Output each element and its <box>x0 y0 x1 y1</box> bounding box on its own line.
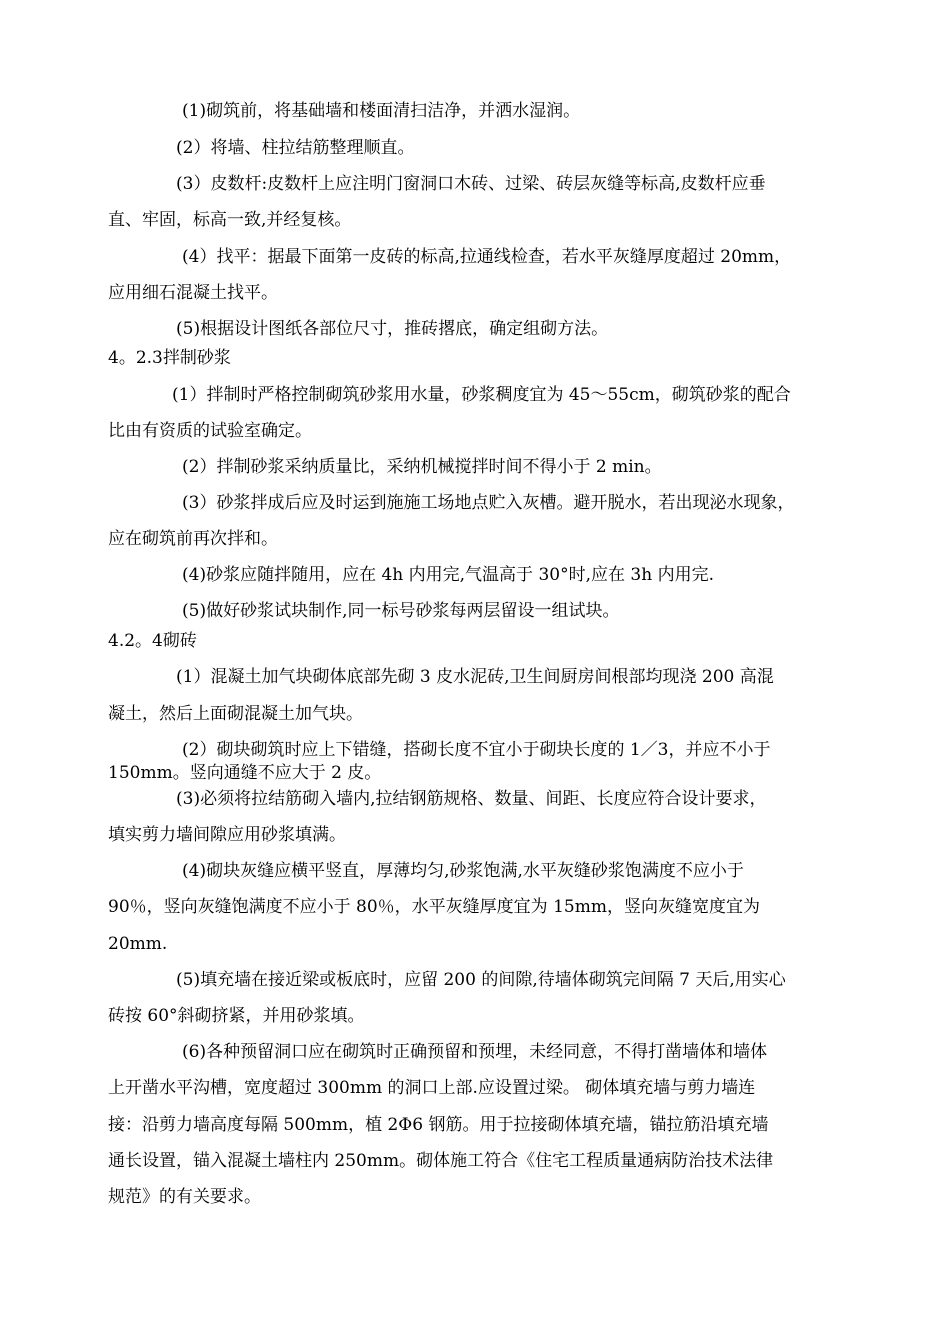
text-line: (5)做好砂浆试块制作,同一标号砂浆每两层留设一组试块。 <box>182 601 620 621</box>
text-line: 凝土，然后上面砌混凝土加气块。 <box>108 704 363 724</box>
section-heading: 4。2.3拌制砂浆 <box>108 348 231 368</box>
text-line: 20mm. <box>108 934 168 954</box>
text-line: (5)根据设计图纸各部位尺寸，推砖撂底，确定组砌方法。 <box>176 319 609 339</box>
text-line: 砖按 60°斜砌挤紧，并用砂浆填。 <box>108 1006 365 1026</box>
text-line: (3）皮数杆:皮数杆上应注明门窗洞口木砖、过梁、砖层灰缝等标高,皮数杆应垂 <box>176 174 766 194</box>
text-line: (4)砌块灰缝应横平竖直，厚薄均匀,砂浆饱满,水平灰缝砂浆饱满度不应小于 <box>182 861 744 881</box>
text-line: 通长设置，锚入混凝土墙柱内 250mm。砌体施工符合《住宅工程质量通病防治技术法律 <box>108 1151 774 1171</box>
text-line: (1)砌筑前，将基础墙和楼面清扫洁净，并洒水湿润。 <box>182 101 581 121</box>
text-line: (2）拌制砂浆采纳质量比，采纳机械搅拌时间不得小于 2 min。 <box>182 457 662 477</box>
text-line: (5)填充墙在接近梁或板底时，应留 200 的间隙,待墙体砌筑完间隔 7 天后,用实心 <box>176 970 786 990</box>
text-line: (1）拌制时严格控制砌筑砂浆用水量，砂浆稠度宜为 45～55cm，砌筑砂浆的配合 <box>172 385 791 405</box>
text-line: 比由有资质的试验室确定。 <box>108 421 312 441</box>
text-line: (1）混凝土加气块砌体底部先砌 3 皮水泥砖,卫生间厨房间根部均现浇 200 高混 <box>176 667 774 687</box>
text-line: (2）砌块砌筑时应上下错缝，搭砌长度不宜小于砌块长度的 1／3，并应不小于 <box>182 740 771 760</box>
text-line: 应用细石混凝土找平。 <box>108 283 278 303</box>
text-line: 150mm。竖向通缝不应大于 2 皮。 <box>108 763 382 783</box>
text-line: (6)各种预留洞口应在砌筑时正确预留和预埋，未经同意，不得打凿墙体和墙体 <box>182 1042 768 1062</box>
text-line: 应在砌筑前再次拌和。 <box>108 529 278 549</box>
text-line: 接：沿剪力墙高度每隔 500mm，植 2Φ6 钢筋。用于拉接砌体填充墙，锚拉筋沿填充墙 <box>108 1115 769 1135</box>
text-line: 直、牢固，标高一致,并经复核。 <box>108 210 352 230</box>
text-line: (4)砂浆应随拌随用，应在 4h 内用完,气温高于 30°时,应在 3h 内用完. <box>182 565 714 585</box>
text-line: 填实剪力墙间隙应用砂浆填满。 <box>108 825 346 845</box>
text-line: (4）找平：据最下面第一皮砖的标高,拉通线检查，若水平灰缝厚度超过 20mm， <box>182 247 792 267</box>
text-line: (2）将墙、柱拉结筋整理顺直。 <box>176 138 415 158</box>
text-line: 上开凿水平沟槽，宽度超过 300mm 的洞口上部.应设置过梁。 砌体填充墙与剪力墙连 <box>108 1078 756 1098</box>
section-heading: 4.2。4砌砖 <box>108 631 197 651</box>
text-line: 规范》的有关要求。 <box>108 1187 261 1207</box>
text-line: (3)必须将拉结筋砌入墙内,拉结钢筋规格、数量、间距、长度应符合设计要求， <box>176 789 767 809</box>
text-line: 90％，竖向灰缝饱满度不应小于 80％，水平灰缝厚度宜为 15mm，竖向灰缝宽度宜为 <box>108 897 760 917</box>
text-line: (3）砂浆拌成后应及时运到施施工场地点贮入灰槽。避开脱水，若出现泌水现象， <box>182 493 795 513</box>
